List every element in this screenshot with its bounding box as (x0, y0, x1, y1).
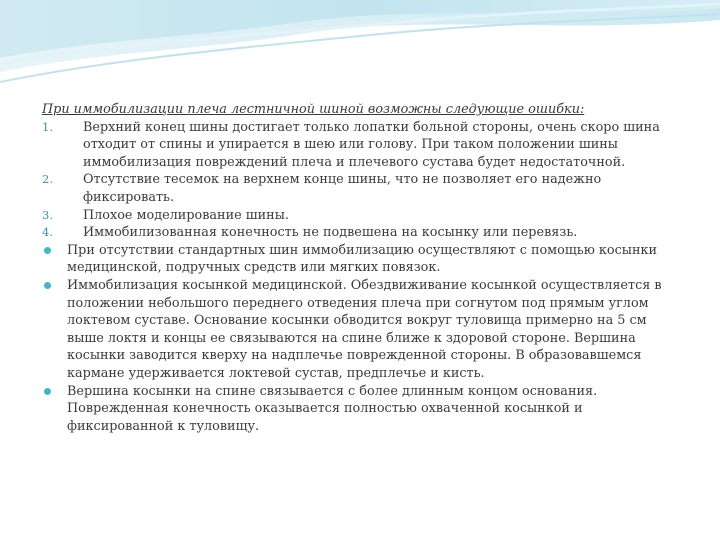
item-text: Отсутствие тесемок на верхнем конце шины, что не позволяет его надежно фиксировать. (83, 172, 602, 205)
item-number: 3. (42, 207, 53, 222)
bullet-item (42, 383, 682, 436)
item-text: Плохое моделирование шины. (83, 207, 289, 223)
bullet-item (42, 277, 682, 383)
numbered-item (42, 171, 682, 206)
numbered-item (42, 224, 682, 242)
item-number: 2. (42, 172, 53, 187)
bullet-dot-icon (44, 247, 51, 254)
slide-heading: При иммобилизации плеча лестничной шиной возможны следующие ошибки: (42, 102, 585, 117)
bullet-item (42, 242, 682, 277)
numbered-item (42, 207, 682, 225)
numbered-item (42, 119, 682, 172)
bullet-text: Иммобилизация косынкой медицинской. Обездвиживание косынкой осуществляется в положении небольшого переднего отведения плеча при согнутом под прямым углом локтевом суставе. Основание косынки обводится вокруг туловища примерно на 5 см выше локтя и концы ее связываются на спине ближе к здоровой стороне. Вершина косынки заводится кверху на надплечье поврежденной стороны. В образовавшемся кармане удерживается локтевой сустав, предплечье и кисть. (67, 277, 662, 381)
slide-content (42, 101, 682, 435)
bullet-dot-icon (44, 388, 51, 395)
bullet-text: Вершина косынки на спине связывается с более длинным концом основания. Поврежденная конечность оказывается полностью охваченной косынкой и фиксированной к туловищу. (67, 383, 598, 434)
item-text: Верхний конец шины достигает только лопатки больной стороны, очень скоро шина отходит от спины и упирается в шею или голову. При таком положении шины иммобилизация повреждений плеча и плечевого сустава будет недостаточной. (83, 119, 660, 170)
item-text: Иммобилизованная конечность не подвешена на косынку или перевязь. (83, 225, 578, 241)
item-number: 4. (42, 225, 53, 240)
header-wave-decoration (0, 0, 720, 110)
bullet-dot-icon (44, 282, 51, 289)
item-number: 1. (42, 119, 53, 134)
bullet-text: При отсутствии стандартных шин иммобилизацию осуществляют с помощью косынки медицинской, подручных средств или мягких повязок. (67, 242, 658, 276)
